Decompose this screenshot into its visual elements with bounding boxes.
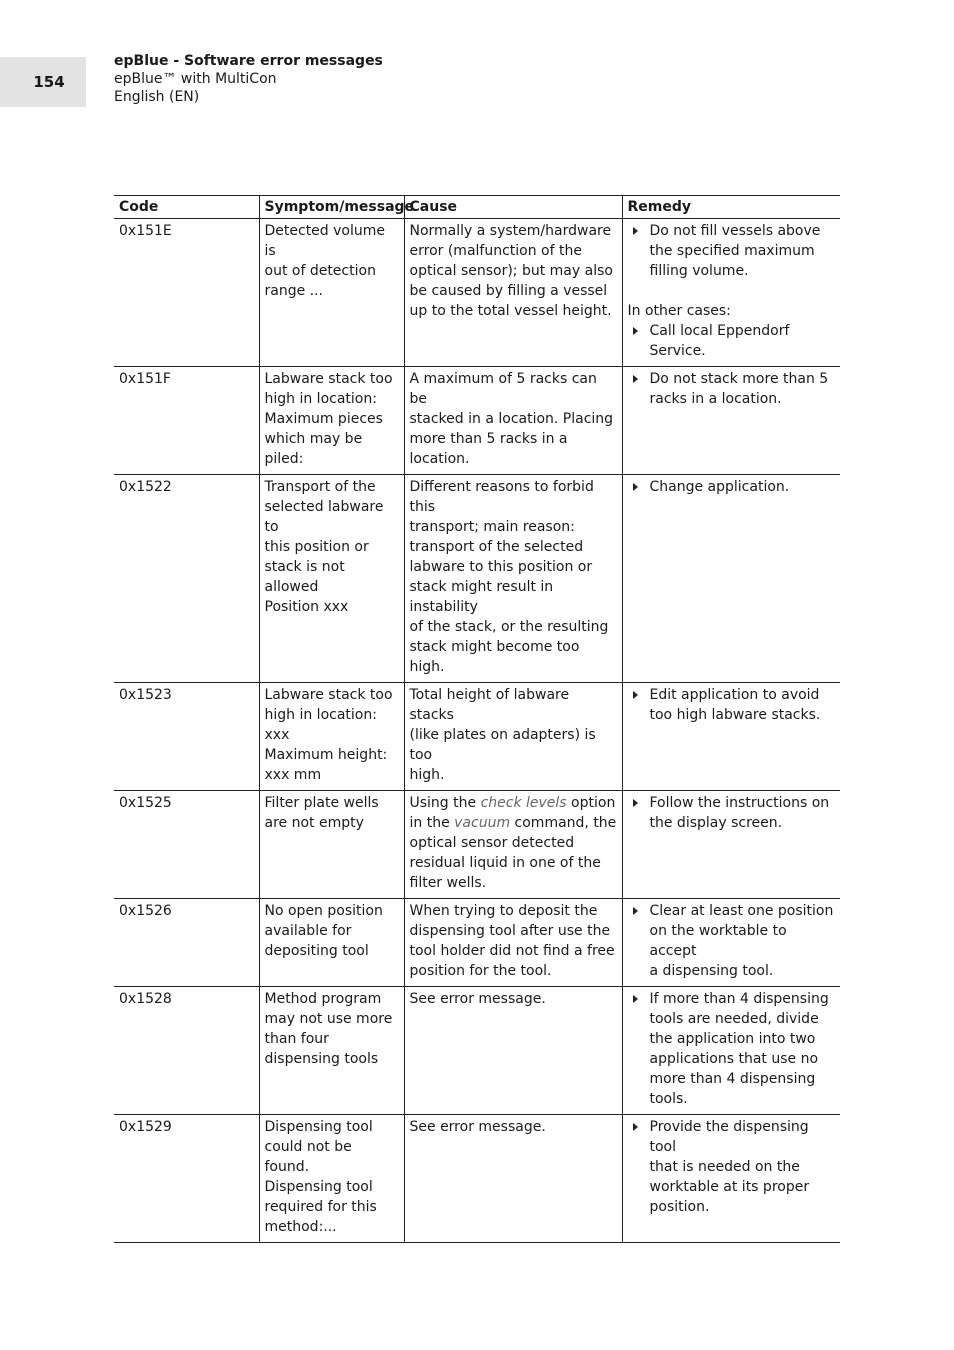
- remedy-item: Clear at least one position on the worktable to accept a dispensing tool.: [628, 901, 837, 981]
- page-header: [114, 52, 383, 106]
- table-row: [114, 791, 840, 899]
- remedy-item: Call local Eppendorf Service.: [628, 321, 837, 361]
- cause-cell: Normally a system/hardware error (malfunction of the optical sensor); but may also be caused by filling a vessel up to the total vessel height.: [404, 219, 622, 367]
- column-header-remedy: Remedy: [622, 196, 840, 219]
- cause-cell: See error message.: [404, 987, 622, 1115]
- symptom-cell: Labware stack too high in location: xxx Maximum height: xxx mm: [259, 683, 404, 791]
- bullet-arrow-icon: [633, 799, 638, 807]
- table-row: [114, 219, 840, 367]
- page-number-tab: [0, 57, 86, 107]
- symptom-cell: Filter plate wells are not empty: [259, 791, 404, 899]
- error-messages-table: [114, 195, 840, 1243]
- symptom-cell: Method program may not use more than four dispensing tools: [259, 987, 404, 1115]
- remedy-cell: [622, 987, 840, 1115]
- remedy-note: In other cases:: [627, 303, 731, 319]
- remedy-item: Do not stack more than 5 racks in a location.: [628, 369, 837, 409]
- column-header-symptom: Symptom/message: [259, 196, 404, 219]
- cause-cell: When trying to deposit the dispensing tool after use the tool holder did not find a free position for the tool.: [404, 899, 622, 987]
- ui-term-vacuum: vacuum: [454, 815, 511, 831]
- table-row: [114, 899, 840, 987]
- error-code: 0x1525: [114, 791, 259, 899]
- error-code: 0x1529: [114, 1115, 259, 1243]
- remedy-item: Provide the dispensing tool that is needed on the worktable at its proper position.: [628, 1117, 837, 1217]
- error-code: 0x1523: [114, 683, 259, 791]
- cause-cell: Using the check levels option in the vacuum command, the optical sensor detected residual liquid in one of the filter wells.: [404, 791, 622, 899]
- ui-term-check-levels: check levels: [480, 795, 567, 811]
- remedy-cell: [622, 219, 840, 367]
- cause-cell: Different reasons to forbid this transport; main reason: transport of the selected labware to this position or stack might result in instability of the stack, or the resulting stack might become too high.: [404, 475, 622, 683]
- remedy-item: Change application.: [628, 477, 837, 497]
- table-row: [114, 683, 840, 791]
- remedy-cell: [622, 791, 840, 899]
- bullet-arrow-icon: [633, 907, 638, 915]
- table-row: [114, 367, 840, 475]
- error-code: 0x151E: [114, 219, 259, 367]
- cause-cell: Total height of labware stacks (like plates on adapters) is too high.: [404, 683, 622, 791]
- remedy-cell: [622, 683, 840, 791]
- symptom-cell: Dispensing tool could not be found. Dispensing tool required for this method:...: [259, 1115, 404, 1243]
- bullet-arrow-icon: [633, 227, 638, 235]
- table-row: [114, 1115, 840, 1243]
- error-code: 0x1526: [114, 899, 259, 987]
- remedy-cell: [622, 367, 840, 475]
- error-code: 0x151F: [114, 367, 259, 475]
- remedy-cell: [622, 475, 840, 683]
- remedy-cell: [622, 1115, 840, 1243]
- column-header-code: Code: [114, 196, 259, 219]
- bullet-arrow-icon: [633, 691, 638, 699]
- header-product: epBlue™ with MultiCon: [114, 71, 277, 87]
- table-row: [114, 475, 840, 683]
- error-code: 0x1522: [114, 475, 259, 683]
- bullet-arrow-icon: [633, 1123, 638, 1131]
- remedy-item: Do not fill vessels above the specified maximum filling volume.: [628, 221, 837, 281]
- remedy-item: Follow the instructions on the display screen.: [628, 793, 837, 833]
- remedy-cell: [622, 899, 840, 987]
- cause-cell: A maximum of 5 racks can be stacked in a location. Placing more than 5 racks in a location.: [404, 367, 622, 475]
- column-header-cause: Cause: [404, 196, 622, 219]
- bullet-arrow-icon: [633, 327, 638, 335]
- symptom-cell: Detected volume is out of detection range ...: [259, 219, 404, 367]
- page-number: 154: [33, 73, 65, 91]
- symptom-cell: Labware stack too high in location: Maximum pieces which may be piled:: [259, 367, 404, 475]
- remedy-item: If more than 4 dispensing tools are needed, divide the application into two applications that use no more than 4 dispensing tools.: [628, 989, 837, 1109]
- header-title: epBlue - Software error messages: [114, 53, 383, 69]
- symptom-cell: Transport of the selected labware to this position or stack is not allowed Position xxx: [259, 475, 404, 683]
- table-header-row: [114, 196, 840, 219]
- header-language: English (EN): [114, 89, 200, 105]
- symptom-cell: No open position available for depositing tool: [259, 899, 404, 987]
- bullet-arrow-icon: [633, 995, 638, 1003]
- bullet-arrow-icon: [633, 375, 638, 383]
- cause-cell: See error message.: [404, 1115, 622, 1243]
- table-row: [114, 987, 840, 1115]
- bullet-arrow-icon: [633, 483, 638, 491]
- remedy-item: Edit application to avoid too high labware stacks.: [628, 685, 837, 725]
- error-code: 0x1528: [114, 987, 259, 1115]
